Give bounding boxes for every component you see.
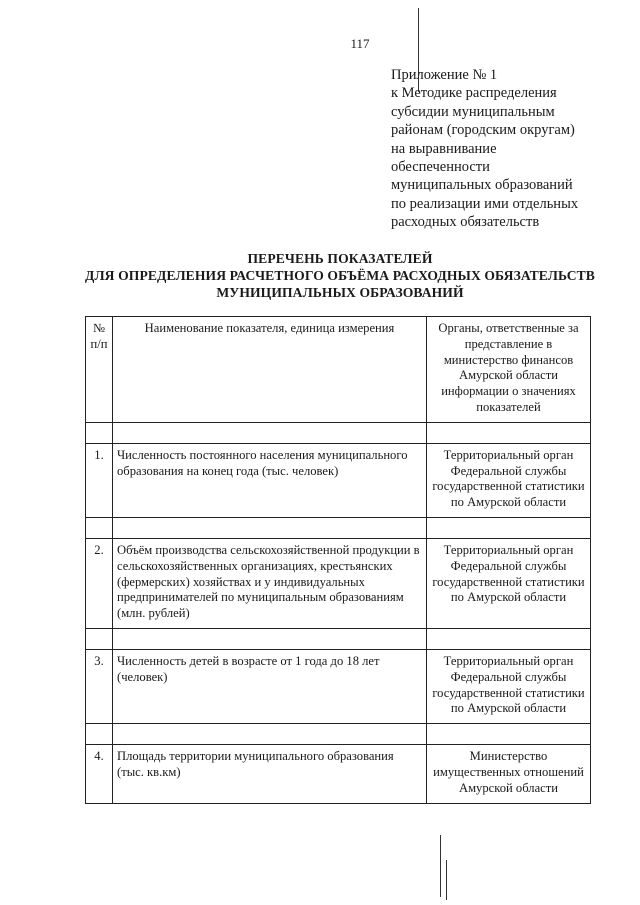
appendix-note: [391, 66, 606, 232]
header-indicator-name: Наименование показателя, единица измерения: [113, 317, 427, 423]
table-spacer-row: [86, 628, 591, 649]
appendix-line: Приложение № 1: [391, 67, 498, 83]
table-row: [86, 649, 591, 723]
title-line: ДЛЯ ОПРЕДЕЛЕНИЯ РАСЧЕТНОГО ОБЪЁМА РАСХОДНЫХ ОБЯЗАТЕЛЬСТВ: [85, 268, 595, 283]
indicator-name: Численность постоянного населения муниципального образования на конец года (тыс. человек): [113, 443, 427, 517]
scan-artifact-line: [446, 860, 447, 900]
indicator-name: Численность детей в возрасте от 1 года до 18 лет (человек): [113, 649, 427, 723]
table-row: [86, 538, 591, 628]
responsible-body: Территориальный орган Федеральной службы государственной статистики по Амурской области: [427, 538, 591, 628]
appendix-line: к Методике распределения: [391, 85, 557, 102]
responsible-body: Министерство имущественных отношений Амурской области: [427, 745, 591, 803]
appendix-line: обеспеченности: [391, 159, 490, 176]
title-line: ПЕРЕЧЕНЬ ПОКАЗАТЕЛЕЙ: [247, 251, 433, 266]
row-number: 1.: [86, 443, 113, 517]
appendix-line: на выравнивание: [391, 140, 497, 157]
table-row: [86, 443, 591, 517]
row-number: 2.: [86, 538, 113, 628]
table-header-row: [86, 317, 591, 423]
page-number: 117: [350, 36, 370, 51]
header-responsible-body: Органы, ответственные за представление в министерство финансов Амурской области информации о значениях показателей: [427, 317, 591, 423]
row-number: 3.: [86, 649, 113, 723]
responsible-body: Территориальный орган Федеральной службы государственной статистики по Амурской области: [427, 443, 591, 517]
indicator-name: Площадь территории муниципального образования (тыс. кв.км): [113, 745, 427, 803]
row-number: 4.: [86, 745, 113, 803]
indicator-name: Объём производства сельскохозяйственной продукции в сельскохозяйственных организациях, крестьянских (фермерских) хозяйствах и у индивидуальных предпринимателей по муниципальным образованиям (млн. рублей): [113, 538, 427, 628]
header-number: № п/п: [86, 317, 113, 423]
table-row: [86, 745, 591, 803]
appendix-line: муниципальных образований: [391, 177, 573, 194]
appendix-line: расходных обязательств: [391, 214, 540, 231]
scan-artifact-line: [440, 835, 441, 897]
table-spacer-row: [86, 517, 591, 538]
appendix-line: субсидии муниципальным: [391, 103, 555, 120]
appendix-line: районам (городским округам): [391, 122, 575, 139]
table-spacer-row: [86, 422, 591, 443]
indicators-table: [85, 316, 591, 804]
appendix-line: по реализации ими отдельных: [391, 195, 579, 212]
title-line: МУНИЦИПАЛЬНЫХ ОБРАЗОВАНИЙ: [216, 285, 464, 300]
document-title: [40, 250, 640, 301]
responsible-body: Территориальный орган Федеральной службы государственной статистики по Амурской области: [427, 649, 591, 723]
table-spacer-row: [86, 724, 591, 745]
